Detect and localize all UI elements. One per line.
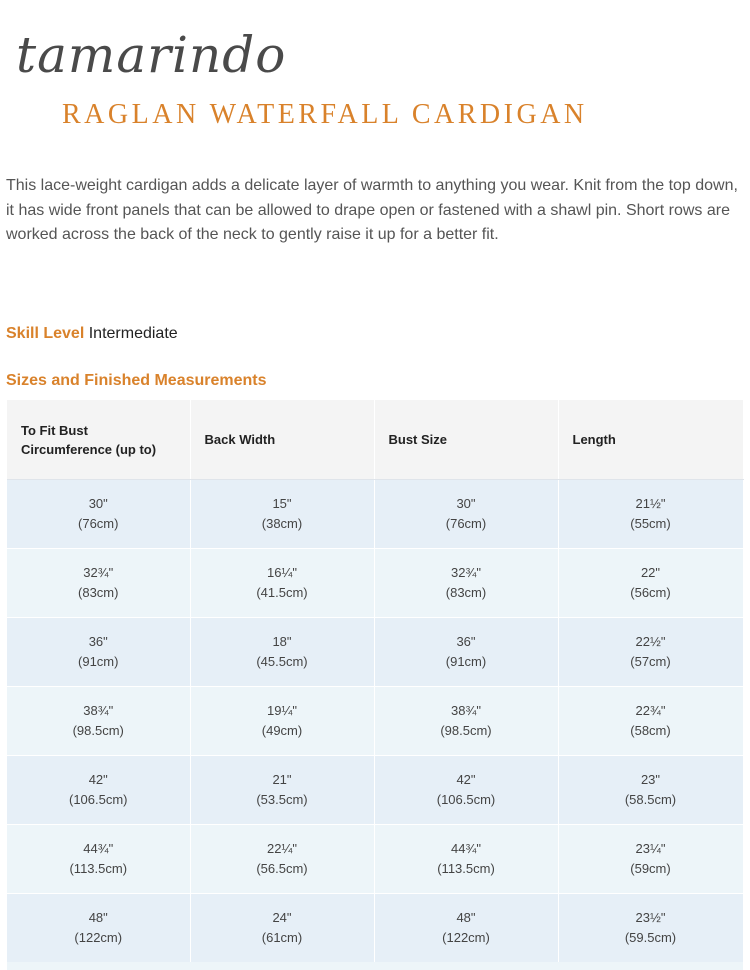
value-inches: 36" xyxy=(456,634,476,649)
column-header-bust-size: Bust Size xyxy=(374,400,558,480)
cell-back-width xyxy=(190,894,374,963)
value-centimeters: (38cm) xyxy=(261,516,303,531)
skill-level xyxy=(6,324,178,344)
cell-bust-size xyxy=(374,549,558,618)
value-inches: 36" xyxy=(88,634,108,649)
value-inches: 19¼" xyxy=(267,703,297,718)
value-centimeters: (106.5cm) xyxy=(436,792,496,807)
value-centimeters: (56.5cm) xyxy=(256,861,308,876)
cell-length xyxy=(558,756,743,825)
value-inches: 32¾" xyxy=(83,565,114,580)
value-centimeters: (113.5cm) xyxy=(437,861,495,876)
column-header-length: Length xyxy=(558,400,743,480)
value-centimeters: (83cm) xyxy=(445,585,487,600)
value-inches: 48" xyxy=(456,910,476,925)
brand-logo: tamarindo xyxy=(16,26,287,84)
value-centimeters: (76cm) xyxy=(445,516,487,531)
table-row xyxy=(7,825,743,894)
value-inches: 32¾" xyxy=(451,565,481,580)
page-title: RAGLAN WATERFALL CARDIGAN xyxy=(62,99,588,130)
value-centimeters: (113.5cm) xyxy=(69,861,128,876)
cell-length xyxy=(558,894,743,963)
table-row xyxy=(7,687,743,756)
value-centimeters: (57cm) xyxy=(630,654,671,669)
sizes-table-container xyxy=(7,400,743,963)
value-centimeters: (58.5cm) xyxy=(624,792,677,807)
sizes-heading: Sizes and Finished Measurements xyxy=(6,372,267,389)
skill-level-label: Skill Level xyxy=(6,325,85,342)
cell-bust-size xyxy=(374,480,558,549)
cell-bust-circumference xyxy=(7,549,190,618)
value-centimeters: (41.5cm) xyxy=(256,585,308,600)
value-inches: 24" xyxy=(272,910,292,925)
value-inches: 23½" xyxy=(635,910,666,925)
intro-paragraph: This lace-weight cardigan adds a delicate layer of warmth to anything you wear. Knit from the top down, it has wide front panels that can be allowed to drape open or fastened with a shawl pin. Short rows are worked across the back of the neck to gently raise it up for a better fit. xyxy=(6,177,738,243)
value-inches: 18" xyxy=(272,634,292,649)
value-inches: 22¼" xyxy=(267,841,297,856)
sizes-table-body xyxy=(7,480,743,963)
value-centimeters: (49cm) xyxy=(261,723,303,738)
cell-back-width xyxy=(190,687,374,756)
cell-bust-size xyxy=(374,825,558,894)
value-inches: 22½" xyxy=(635,634,666,649)
cell-bust-circumference xyxy=(7,894,190,963)
cell-length xyxy=(558,825,743,894)
value-inches: 44¾" xyxy=(451,841,481,856)
value-centimeters: (98.5cm) xyxy=(440,723,492,738)
value-inches: 22¾" xyxy=(635,703,666,718)
value-centimeters: (59.5cm) xyxy=(624,930,677,945)
value-centimeters: (106.5cm) xyxy=(68,792,128,807)
cell-bust-circumference xyxy=(7,618,190,687)
cell-length xyxy=(558,618,743,687)
cell-back-width xyxy=(190,756,374,825)
value-centimeters: (56cm) xyxy=(630,585,671,600)
cell-bust-circumference xyxy=(7,687,190,756)
skill-level-value: Intermediate xyxy=(88,325,178,342)
value-centimeters: (61cm) xyxy=(261,930,303,945)
value-centimeters: (122cm) xyxy=(442,930,490,945)
cell-length xyxy=(558,480,743,549)
value-inches: 38¾" xyxy=(83,703,114,718)
cell-bust-size xyxy=(374,618,558,687)
value-inches: 42" xyxy=(88,772,108,787)
cell-back-width xyxy=(190,825,374,894)
column-header-bust-circumference: To Fit Bust Circumference (up to) xyxy=(7,400,190,480)
value-inches: 42" xyxy=(456,772,476,787)
table-row xyxy=(7,756,743,825)
value-inches: 48" xyxy=(88,910,108,925)
table-row xyxy=(7,480,743,549)
table-row xyxy=(7,894,743,963)
value-inches: 15" xyxy=(272,496,292,511)
cell-back-width xyxy=(190,618,374,687)
value-centimeters: (91cm) xyxy=(445,654,487,669)
cell-back-width xyxy=(190,480,374,549)
sizes-table xyxy=(7,400,744,963)
table-row xyxy=(7,618,743,687)
value-inches: 44¾" xyxy=(83,841,114,856)
cell-bust-circumference xyxy=(7,756,190,825)
cell-bust-size xyxy=(374,687,558,756)
value-inches: 21" xyxy=(272,772,292,787)
column-header-back-width: Back Width xyxy=(190,400,374,480)
value-inches: 23¼" xyxy=(635,841,666,856)
cell-back-width xyxy=(190,549,374,618)
value-centimeters: (55cm) xyxy=(630,516,671,531)
cell-length xyxy=(558,549,743,618)
value-inches: 16¼" xyxy=(267,565,297,580)
table-continuation xyxy=(7,962,743,970)
value-centimeters: (98.5cm) xyxy=(72,723,124,738)
value-centimeters: (59cm) xyxy=(630,861,671,876)
cell-length xyxy=(558,687,743,756)
value-inches: 21½" xyxy=(635,496,666,511)
value-inches: 23" xyxy=(640,772,661,787)
value-centimeters: (76cm) xyxy=(78,516,119,531)
value-centimeters: (45.5cm) xyxy=(256,654,308,669)
cell-bust-circumference xyxy=(7,480,190,549)
value-centimeters: (91cm) xyxy=(78,654,119,669)
value-centimeters: (58cm) xyxy=(630,723,671,738)
cell-bust-size xyxy=(374,894,558,963)
value-centimeters: (122cm) xyxy=(74,930,123,945)
value-inches: 30" xyxy=(456,496,476,511)
value-centimeters: (83cm) xyxy=(78,585,119,600)
value-inches: 30" xyxy=(88,496,108,511)
table-row xyxy=(7,549,743,618)
cell-bust-size xyxy=(374,756,558,825)
value-inches: 38¾" xyxy=(451,703,481,718)
table-header-row xyxy=(7,400,743,480)
cell-bust-circumference xyxy=(7,825,190,894)
value-inches: 22" xyxy=(640,565,661,580)
value-centimeters: (53.5cm) xyxy=(256,792,308,807)
